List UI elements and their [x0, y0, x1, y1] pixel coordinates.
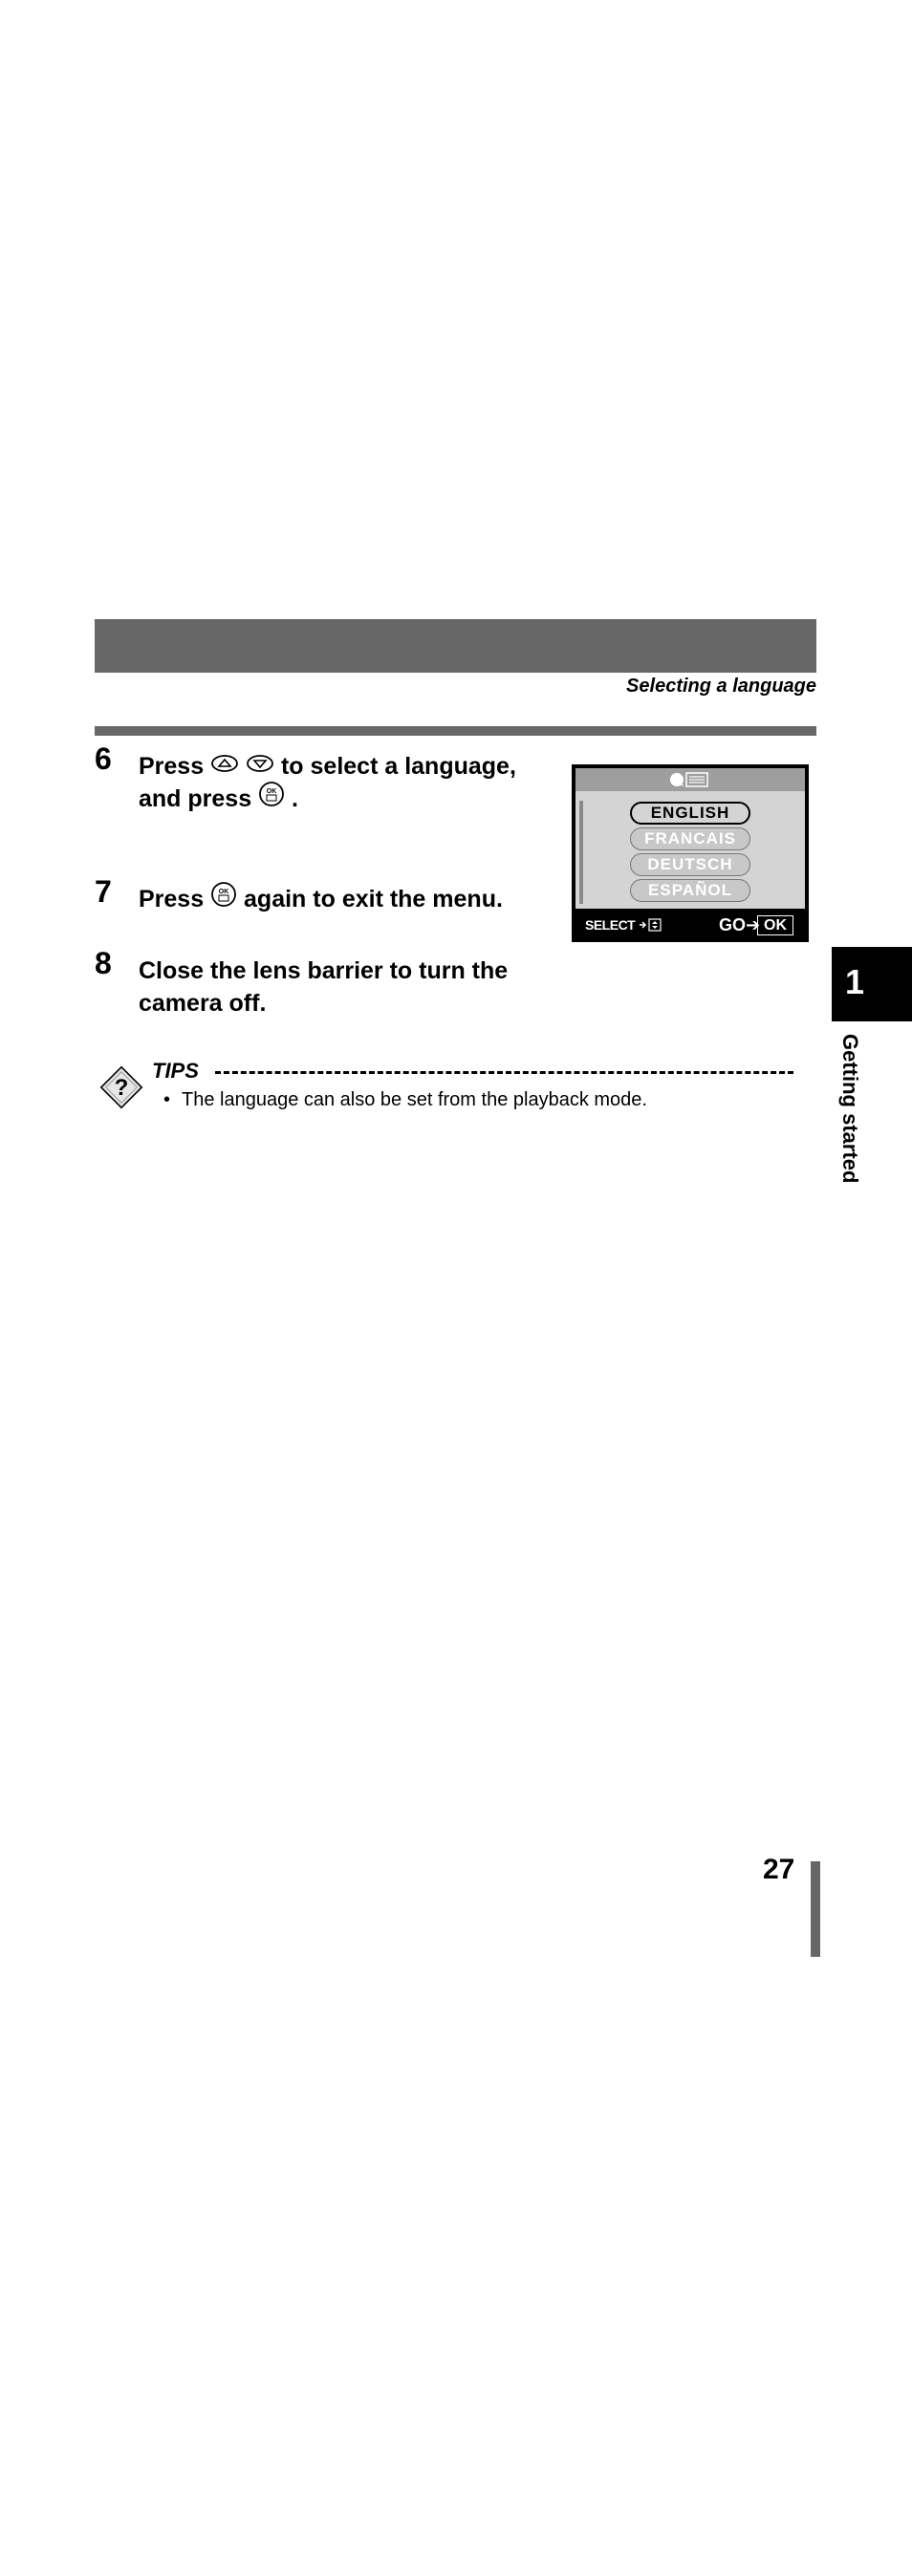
language-option-francais[interactable]: FRANCAIS — [630, 827, 750, 850]
camera-screen-menu — [575, 768, 805, 909]
step-6-number: 6 — [95, 741, 112, 776]
step-6-text-b: to select a language, — [280, 753, 516, 780]
camera-screen-header — [575, 768, 805, 791]
language-option-deutsch[interactable]: DEUTSCH — [630, 853, 750, 876]
select-arrows-icon — [639, 918, 663, 932]
section-title: Selecting a language — [626, 676, 816, 697]
header-bar — [95, 619, 816, 673]
section-divider — [95, 726, 816, 736]
svg-text:OK: OK — [266, 788, 277, 795]
tips-item: The language can also be set from the playback mode. — [182, 1089, 647, 1110]
step-6-text-a: Press — [139, 753, 205, 780]
question-diamond-icon — [98, 1063, 145, 1111]
svg-text:?: ? — [114, 1075, 129, 1101]
chapter-tab — [832, 947, 912, 1021]
language-option-english[interactable]: ENGLISH — [630, 802, 750, 825]
camera-screen — [572, 764, 809, 942]
chapter-number: 1 — [845, 962, 865, 1001]
page-number: 27 — [763, 1854, 795, 1885]
step-8-line-2: camera off. — [139, 990, 267, 1017]
language-option-espanol[interactable]: ESPAÑOL — [630, 879, 750, 902]
go-label: GO➔ — [719, 915, 761, 934]
language-menu-icon — [667, 770, 713, 789]
step-8-line-1: Close the lens barrier to turn the — [139, 957, 509, 984]
step-7-number: 7 — [95, 874, 112, 909]
tips-bullet: • — [163, 1089, 171, 1110]
camera-scrollbar — [579, 801, 583, 904]
up-arrow-button-icon — [210, 749, 239, 782]
ok-button-icon — [210, 881, 237, 916]
step-7-text-b: again to exit the menu. — [244, 886, 503, 913]
tips-dashed-rule — [215, 1071, 793, 1074]
svg-text:OK: OK — [218, 889, 229, 895]
ok-label: OK — [757, 915, 793, 935]
step-6-line-1 — [139, 750, 516, 784]
go-arrow-icon: ➔ — [746, 915, 761, 934]
step-6-text-d: . — [292, 785, 298, 813]
step-6-text-c: and press — [139, 785, 252, 813]
tips-title: TIPS — [152, 1059, 199, 1083]
step-7-text-a: Press — [139, 886, 205, 913]
step-8-number: 8 — [95, 946, 112, 980]
down-arrow-button-icon — [246, 749, 274, 782]
chapter-label: Getting started — [838, 1034, 862, 1184]
ok-button-icon — [258, 781, 285, 816]
select-label: SELECT — [585, 917, 663, 933]
step-6-line-2 — [139, 783, 298, 818]
page-number-bar — [811, 1861, 820, 1957]
step-7-text — [139, 883, 503, 918]
camera-screen-footer — [575, 912, 805, 938]
